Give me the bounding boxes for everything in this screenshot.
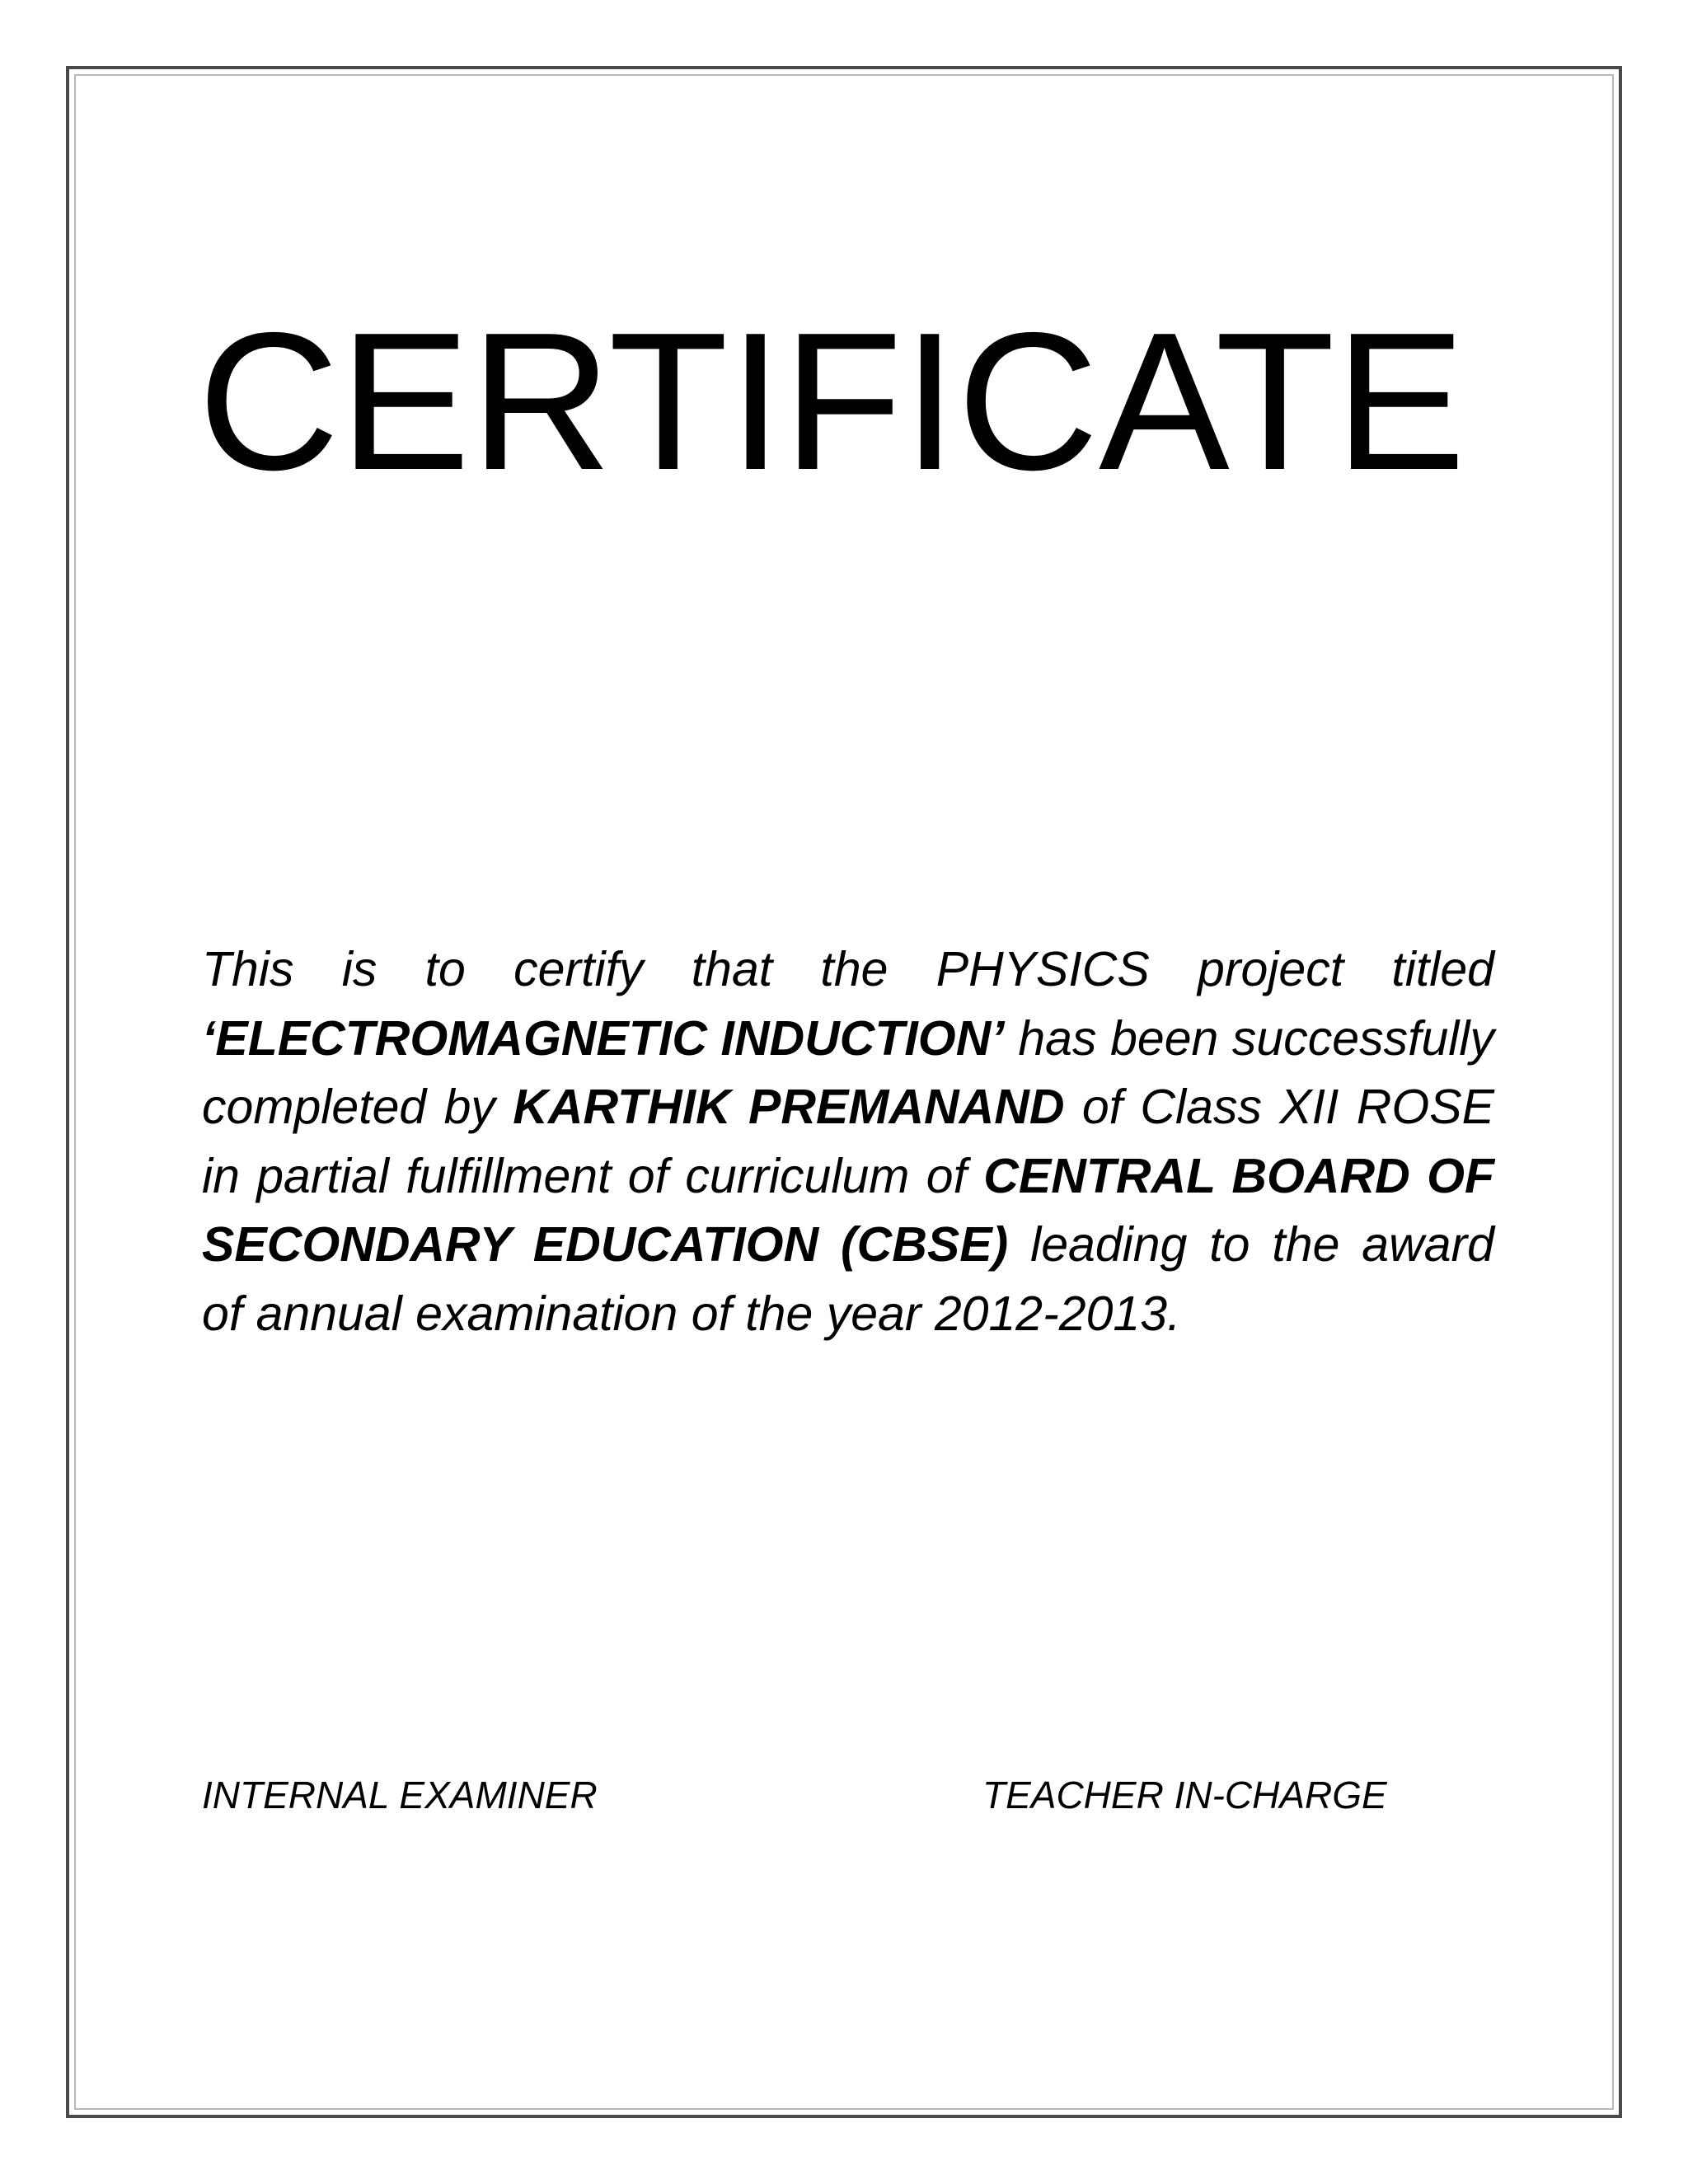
body-text-intro: This is to certify that the PHYSICS project titled bbox=[202, 942, 1494, 996]
student-name: KARTHIK PREMANAND bbox=[513, 1080, 1065, 1134]
body-text-class: of Class XII ROSE in partial fulfillment of curriculum of bbox=[202, 1080, 1494, 1203]
board-name: CENTRAL BOARD OF SECONDARY EDUCATION (CBSE) bbox=[202, 1148, 1495, 1272]
body-text-award: leading to the award of annual examination of the year 2012-2013. bbox=[202, 1217, 1494, 1341]
project-title: ‘ELECTROMAGNETIC INDUCTION’ bbox=[202, 1010, 1005, 1066]
body-text-completed: has been successfully completed by bbox=[202, 1010, 1494, 1134]
teacher-in-charge-signature-label: TEACHER IN-CHARGE bbox=[982, 1774, 1387, 1816]
certificate-title: CERTIFICATE bbox=[198, 293, 1466, 511]
internal-examiner-signature-label: INTERNAL EXAMINER bbox=[202, 1774, 598, 1816]
certificate-body bbox=[202, 935, 1494, 1348]
